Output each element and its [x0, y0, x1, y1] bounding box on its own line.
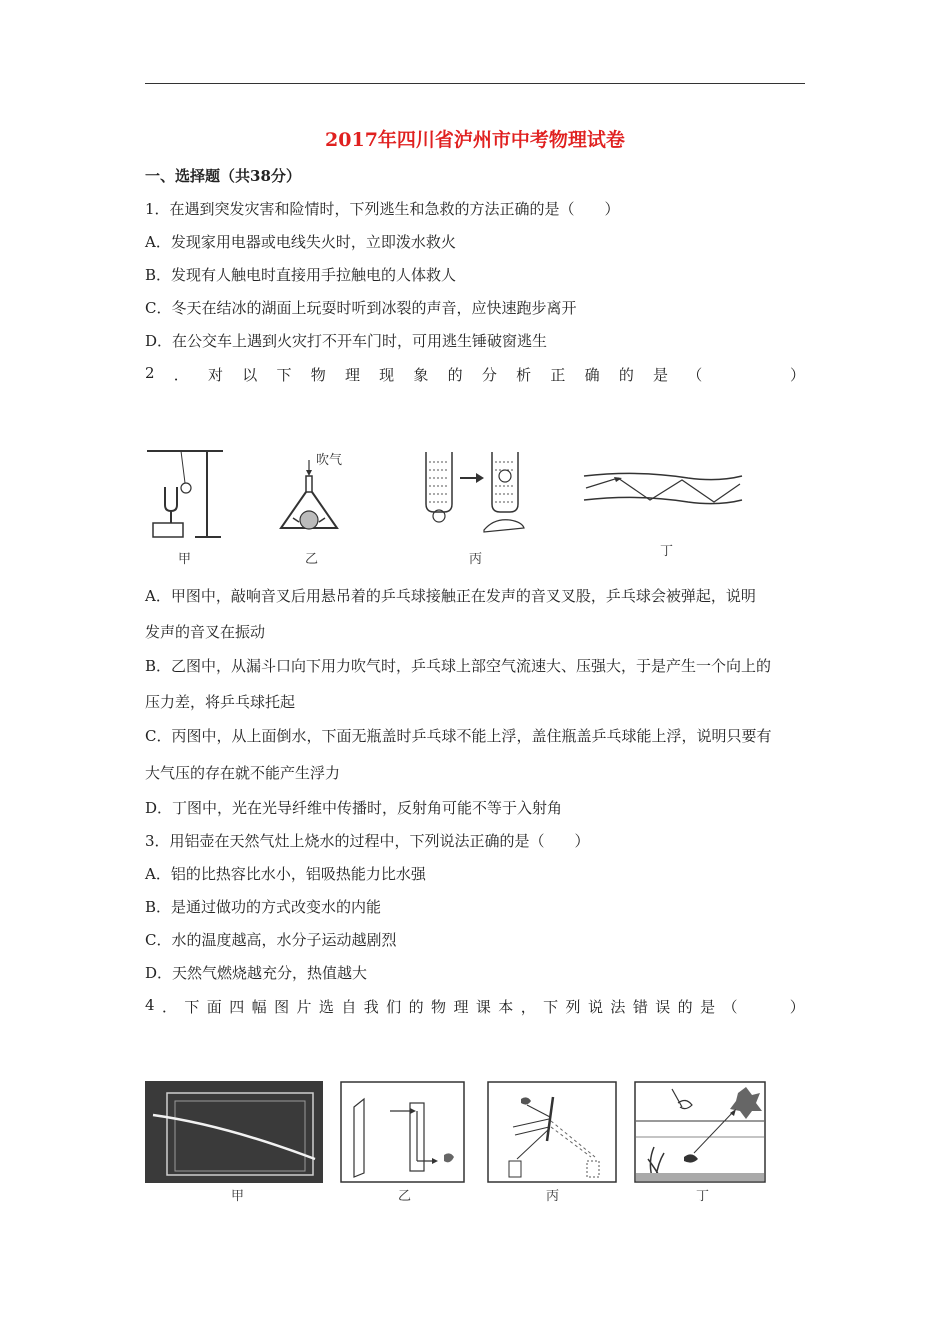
q4-stem-char: （: [722, 998, 738, 1016]
q4-stem-char: 我: [363, 998, 379, 1016]
q4-stem-char: 选: [318, 998, 334, 1016]
q1-option-d: D．在公交车上遇到火灾打不开车门时，可用逃生锤破窗逃生: [145, 332, 548, 350]
q2-stem-char: 下: [276, 366, 292, 384]
q4-fig-label-yi: 乙: [398, 1189, 412, 1204]
q2-stem-char: 以: [242, 366, 258, 384]
q4-figure-light-in-water: [145, 1081, 323, 1183]
q4-stem-char: 列: [565, 998, 581, 1016]
q3-option-c: C．水的温度越高，水分子运动越剧烈: [145, 931, 397, 949]
q4-stem-char: 误: [655, 998, 671, 1016]
q2-option-c-line2: 大气压的存在就不能产生浮力: [145, 764, 341, 782]
q2-stem-char: 正: [550, 366, 566, 384]
q4-fig-label-jia: 甲: [231, 1189, 245, 1204]
q2-fig-label-ding: 丁: [660, 544, 674, 559]
q2-stem-char: ．: [173, 366, 189, 384]
q4-stem-char: 说: [587, 998, 603, 1016]
q2-stem-char: 象: [413, 366, 429, 384]
q4-stem-char: 物: [431, 998, 447, 1016]
q4-stem-char: ）: [789, 998, 805, 1016]
q2-stem-char: 对: [208, 366, 224, 384]
q2-figure-bottles: [420, 448, 530, 538]
q3-option-d: D．天然气燃烧越充分，热值越大: [145, 964, 368, 982]
q4-stem-char: 自: [341, 998, 357, 1016]
q4-stem-char: 的: [677, 998, 693, 1016]
q4-stem-char: 下: [543, 998, 559, 1016]
q2-stem-char: [722, 364, 737, 385]
q4-stem-char: 下: [184, 998, 200, 1016]
q1-option-a: A．发现家用电器或电线失火时，立即泼水救火: [145, 233, 456, 251]
q4-stem-char: ，: [520, 998, 536, 1016]
q2-stem-char: ）: [789, 366, 805, 384]
q4-figure-fish-refraction: [634, 1081, 766, 1183]
q4-fig-label-bing: 丙: [546, 1189, 560, 1204]
q2-stem-char: 是: [653, 366, 669, 384]
q2-option-b-line2: 压力差，将乒乓球托起: [145, 693, 296, 711]
q2-option-b-line1: B．乙图中，从漏斗口向下用力吹气时，乒乓球上部空气流速大、压强大，于是产生一个向上的: [145, 657, 772, 675]
q4-stem-char: [745, 996, 760, 1017]
q2-stem-char: 分: [481, 366, 497, 384]
q2-stem-char: 物: [310, 366, 326, 384]
q4-stem-char: 课: [475, 998, 491, 1016]
q4-stem-char: 四: [229, 998, 245, 1016]
q4-stem: [145, 996, 805, 1017]
exam-title: 2017年四川省泸州市中考物理试卷: [325, 129, 625, 151]
q4-stem-char: [767, 996, 782, 1017]
q4-stem-char: 法: [610, 998, 626, 1016]
q4-stem-char: 是: [700, 998, 716, 1016]
q2-option-d: D．丁图中，光在光导纤维中传播时，反射角可能不等于入射角: [145, 799, 563, 817]
q3-stem: 3．用铝壶在天然气灶上烧水的过程中，下列说法正确的是（ ）: [145, 832, 590, 850]
section-heading: 一、选择题（共38分）: [145, 167, 301, 185]
q4-stem-char: ．: [161, 998, 177, 1016]
q2-stem-char: 2: [145, 364, 155, 382]
q4-stem-char: 本: [498, 998, 514, 1016]
top-rule: [145, 83, 805, 84]
q2-stem-char: （: [687, 366, 703, 384]
q2-stem-char: 析: [516, 366, 532, 384]
q2-stem-char: 的: [447, 366, 463, 384]
q4-stem-char: 面: [206, 998, 222, 1016]
q1-option-b: B．发现有人触电时直接用手拉触电的人体救人: [145, 266, 457, 284]
q4-fig-label-ding: 丁: [696, 1189, 710, 1204]
q2-fig-label-bing: 丙: [469, 552, 483, 567]
q2-stem-char: 现: [379, 366, 395, 384]
q4-stem-char: 幅: [251, 998, 267, 1016]
q2-option-a-line2: 发声的音叉在振动: [145, 623, 266, 641]
q1-option-c: C．冬天在结冰的湖面上玩耍时听到冰裂的声音，应快速跑步离开: [145, 299, 577, 317]
q3-option-a: A．铝的比热容比水小，铝吸热能力比水强: [145, 865, 426, 883]
q4-figure-periscope: [340, 1081, 465, 1183]
q4-stem-char: 4: [145, 996, 155, 1014]
q4-figure-plane-mirror: [487, 1081, 617, 1183]
q3-option-b: B．是通过做功的方式改变水的内能: [145, 898, 382, 916]
q2-stem-char: 理: [344, 366, 360, 384]
q2-blow-label: 吹气: [316, 453, 343, 468]
q2-stem-char: 确: [584, 366, 600, 384]
q2-stem: [145, 364, 805, 385]
q4-stem-char: 图: [274, 998, 290, 1016]
q2-stem-char: [756, 364, 771, 385]
q2-figure-optical-fiber: [578, 448, 748, 528]
q2-fig-label-jia: 甲: [178, 552, 192, 567]
q1-stem: 1．在遇到突发灾害和险情时，下列逃生和急救的方法正确的是（ ）: [145, 200, 620, 218]
q2-figure-tuning-fork: [145, 445, 225, 545]
q4-stem-char: 的: [408, 998, 424, 1016]
q4-stem-char: 们: [386, 998, 402, 1016]
q4-stem-char: 理: [453, 998, 469, 1016]
q4-stem-char: 错: [632, 998, 648, 1016]
q4-stem-char: 片: [296, 998, 312, 1016]
q2-fig-label-yi: 乙: [305, 552, 319, 567]
q2-option-c-line1: C．丙图中，从上面倒水，下面无瓶盖时乒乓球不能上浮，盖住瓶盖乒乓球能上浮，说明只要有: [145, 727, 772, 745]
q2-stem-char: 的: [618, 366, 634, 384]
q2-option-a-line1: A．甲图中，敲响音叉后用悬吊着的乒乓球接触正在发声的音叉叉股，乒乓球会被弹起，说明: [145, 587, 756, 605]
